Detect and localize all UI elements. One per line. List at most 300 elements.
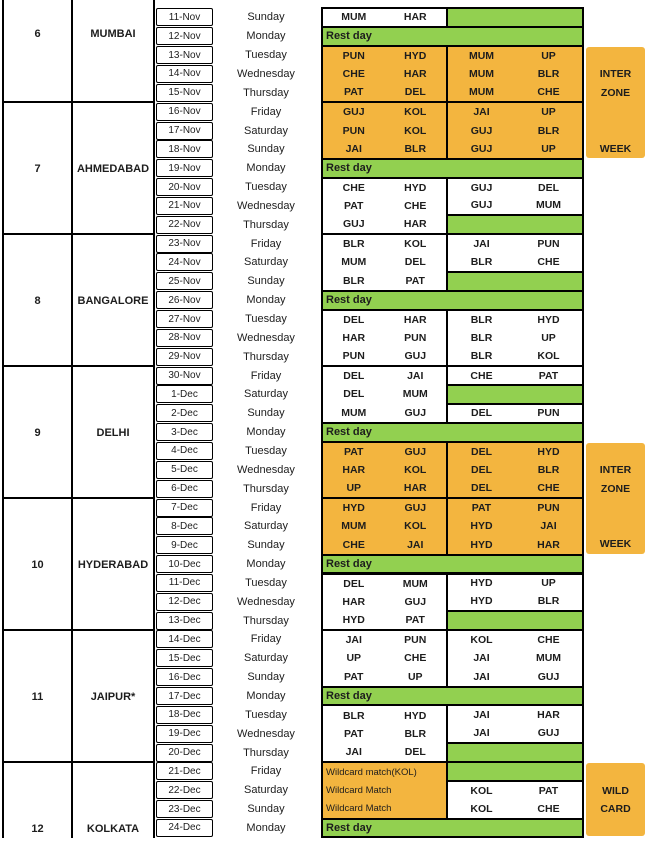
match-line: [448, 782, 582, 800]
match-line: [323, 517, 446, 535]
day-cell: Sunday: [247, 671, 285, 684]
day-cell: Friday: [250, 765, 282, 778]
team-label: DEL: [538, 181, 559, 194]
team-label: PUN: [537, 407, 560, 420]
day-cell: Friday: [250, 105, 282, 118]
city-cell: [71, 233, 155, 367]
match-box: [446, 233, 584, 273]
side-label-line: ZONE: [600, 482, 631, 495]
empty-cell: [446, 7, 584, 28]
team-label: HAR: [403, 218, 427, 231]
match-line: [448, 367, 582, 384]
day-cell: Tuesday: [245, 708, 287, 721]
match-line: [448, 479, 582, 497]
team-label: DEL: [343, 577, 365, 590]
side-label-line: [586, 498, 645, 517]
day-cell: Wednesday: [237, 67, 295, 80]
team-label: HYD: [537, 313, 560, 326]
rest-day-text: Rest day: [326, 30, 372, 43]
team-label: KOL: [537, 350, 560, 363]
team-label: DEL: [471, 445, 492, 458]
team-label: GUJ: [404, 445, 427, 458]
match-line: [323, 404, 446, 422]
team-label: GUJ: [470, 142, 493, 155]
team-label: DEL: [471, 482, 492, 495]
side-label-line: CARD: [600, 802, 631, 815]
date-cell: 11-Dec: [156, 574, 213, 592]
day-cell: Sunday: [247, 803, 285, 816]
rest-day-text: Rest day: [326, 558, 372, 571]
team-label: DEL: [471, 463, 492, 476]
wild-card-label: [586, 763, 645, 836]
team-label: MUM: [341, 406, 367, 419]
day-cell: Wednesday: [237, 727, 295, 740]
date-cell: 28-Nov: [156, 329, 213, 347]
week-number-cell: [2, 629, 73, 763]
wildcard-text: Wildcard Match: [326, 802, 392, 814]
day-cell: Tuesday: [245, 49, 287, 62]
day-cell: Monday: [246, 558, 286, 571]
side-label-line: [586, 121, 645, 140]
side-label-line: [586, 443, 645, 462]
team-label: CHE: [537, 802, 560, 815]
date-cell: 20-Nov: [156, 178, 213, 196]
match-line: [323, 706, 446, 724]
match-box: [321, 441, 448, 500]
team-label: GUJ: [342, 218, 365, 231]
week-number-cell: [2, 101, 73, 235]
match-line: [323, 179, 446, 197]
team-label: PUN: [404, 331, 427, 344]
match-box: [446, 309, 584, 368]
date-cell: 10-Dec: [156, 555, 213, 573]
empty-line: [448, 386, 582, 403]
team-label: DEL: [343, 388, 365, 401]
match-box: [446, 403, 584, 424]
match-box: [321, 497, 448, 556]
match-line: [323, 743, 446, 761]
day-cell: Sunday: [247, 143, 285, 156]
date-cell: 18-Nov: [156, 140, 213, 158]
empty-line: [448, 273, 582, 290]
match-line: [448, 329, 582, 347]
team-label: UP: [407, 670, 423, 683]
match-line: [448, 631, 582, 649]
team-label: GUJ: [470, 199, 493, 212]
day-cell: Thursday: [243, 218, 289, 231]
side-label-line: WEEK: [599, 538, 632, 551]
date-cell: 30-Nov: [156, 367, 213, 385]
match-line: [448, 499, 582, 517]
match-line: [323, 725, 446, 743]
day-cell: Sunday: [247, 407, 285, 420]
team-label: CHE: [537, 255, 560, 268]
date-cell: 21-Nov: [156, 197, 213, 215]
side-label-line: [586, 102, 645, 121]
day-cell: Friday: [250, 501, 282, 514]
match-box: [446, 177, 584, 217]
week-number: 9: [34, 426, 41, 439]
date-cell: 24-Nov: [156, 253, 213, 271]
team-label: UP: [541, 106, 556, 119]
match-line: [448, 65, 582, 83]
date-cell: 16-Nov: [156, 103, 213, 121]
match-line: [323, 65, 446, 83]
team-label: KOL: [470, 802, 493, 815]
day-cell: Tuesday: [245, 181, 287, 194]
day-cell: Wednesday: [237, 331, 295, 344]
day-cell: Monday: [246, 30, 286, 43]
match-line: [448, 649, 582, 667]
date-cell: 22-Nov: [156, 216, 213, 234]
team-label: KOL: [404, 520, 427, 533]
match-line: [448, 83, 582, 101]
team-label: MUM: [468, 67, 495, 80]
date-cell: 16-Dec: [156, 668, 213, 686]
city-name: AHMEDABAD: [76, 162, 150, 175]
match-line: [448, 443, 582, 461]
week-number: 8: [34, 294, 41, 307]
city-name: DELHI: [96, 426, 130, 439]
day-cell: Tuesday: [245, 576, 287, 589]
team-label: PAT: [538, 784, 559, 797]
match-line: [448, 461, 582, 479]
team-label: HAR: [403, 11, 427, 24]
match-box: [321, 177, 448, 236]
match-line: [323, 47, 446, 65]
team-label: CHE: [342, 181, 365, 194]
match-line: [323, 611, 446, 629]
team-label: JAI: [345, 142, 362, 155]
team-label: GUJ: [470, 124, 493, 137]
team-label: JAI: [407, 370, 424, 383]
team-label: JAI: [473, 727, 490, 740]
match-line: [448, 667, 582, 685]
week-number: 7: [34, 162, 41, 175]
side-label-line: [586, 517, 645, 536]
team-label: PAT: [344, 199, 364, 212]
team-label: GUJ: [537, 670, 560, 683]
match-line: [448, 535, 582, 553]
team-label: MUM: [402, 388, 428, 401]
day-cell: Wednesday: [237, 199, 295, 212]
team-label: HYD: [470, 577, 493, 590]
match-line: [448, 800, 582, 818]
match-box: [321, 309, 448, 368]
match-line: [323, 197, 446, 215]
team-label: GUJ: [404, 350, 427, 363]
team-label: PAT: [344, 445, 364, 458]
team-label: KOL: [470, 784, 493, 797]
rest-day-text: Rest day: [326, 162, 372, 175]
match-line: [323, 479, 446, 497]
match-line: [323, 329, 446, 347]
match-box: [321, 233, 448, 292]
team-label: HYD: [470, 538, 493, 551]
week-number-cell: [2, 761, 73, 838]
rest-day-bar: [321, 554, 584, 575]
day-cell: Friday: [250, 237, 282, 250]
day-cell: Sunday: [247, 275, 285, 288]
team-label: KOL: [404, 106, 427, 119]
team-label: MUM: [535, 652, 562, 665]
empty-line: [448, 216, 582, 233]
match-box: [446, 441, 584, 500]
date-cell: 18-Dec: [156, 706, 213, 724]
match-line: [323, 121, 446, 139]
team-label: JAI: [473, 238, 490, 251]
team-label: BLR: [342, 238, 365, 251]
day-cell: Thursday: [243, 614, 289, 627]
match-box: [446, 704, 584, 744]
match-line: [448, 405, 582, 422]
empty-line: [448, 9, 582, 26]
team-label: PUN: [537, 502, 560, 515]
match-box: [446, 780, 584, 820]
week-number: 12: [31, 822, 44, 835]
team-label: UP: [541, 142, 556, 155]
side-label-line: WEEK: [599, 142, 632, 155]
team-label: UP: [346, 652, 362, 665]
rest-day-text: Rest day: [326, 294, 372, 307]
match-line: [323, 575, 446, 593]
day-cell: Sunday: [247, 11, 285, 24]
team-label: PUN: [342, 49, 365, 62]
team-label: JAI: [345, 634, 362, 647]
match-line: [323, 215, 446, 233]
date-cell: 6-Dec: [156, 480, 213, 498]
team-label: CHE: [342, 538, 365, 551]
date-cell: 14-Dec: [156, 630, 213, 648]
wildcard-text: Wildcard match(KOL): [326, 766, 417, 778]
day-cell: Saturday: [243, 520, 289, 533]
team-label: UP: [541, 331, 556, 344]
match-line: [323, 367, 446, 385]
city-name: BANGALORE: [77, 294, 149, 307]
side-label-line: INTER: [599, 464, 632, 477]
match-box: [446, 629, 584, 688]
team-label: BLR: [537, 463, 560, 476]
match-line: [448, 121, 582, 139]
day-cell: Friday: [250, 633, 282, 646]
date-cell: 19-Dec: [156, 725, 213, 743]
team-label: CHE: [342, 67, 365, 80]
team-label: CHE: [537, 634, 560, 647]
team-label: PAT: [471, 502, 492, 515]
team-label: CHE: [404, 652, 427, 665]
team-label: DEL: [343, 370, 365, 383]
team-label: HYD: [404, 49, 427, 62]
match-line: [448, 103, 582, 121]
side-label-line: ZONE: [600, 86, 631, 99]
rest-day-bar: [321, 686, 584, 707]
match-line: [323, 311, 446, 329]
date-cell: 26-Nov: [156, 291, 213, 309]
team-label: PAT: [405, 274, 425, 287]
week-number-cell: [2, 365, 73, 499]
week-number-cell: [2, 0, 73, 103]
city-name: KOLKATA: [86, 822, 140, 835]
city-name: HYDERABAD: [77, 558, 149, 571]
match-box: [321, 45, 448, 104]
match-line: [448, 235, 582, 253]
match-line: [448, 196, 582, 214]
city-cell: [71, 0, 155, 103]
date-cell: 24-Dec: [156, 819, 213, 837]
team-label: KOL: [470, 634, 493, 647]
date-cell: 8-Dec: [156, 517, 213, 535]
match-line: [448, 140, 582, 158]
rest-day-bar: [321, 158, 584, 179]
team-label: HYD: [342, 613, 365, 626]
match-line: [448, 724, 582, 742]
date-cell: 20-Dec: [156, 744, 213, 762]
team-label: KOL: [404, 238, 427, 251]
date-cell: 11-Nov: [156, 8, 213, 26]
team-label: HAR: [342, 331, 366, 344]
rest-day-text: Rest day: [326, 690, 372, 703]
empty-cell: [446, 761, 584, 782]
date-cell: 14-Nov: [156, 65, 213, 83]
team-label: GUJ: [404, 502, 427, 515]
date-cell: 9-Dec: [156, 536, 213, 554]
team-label: CHE: [470, 369, 493, 382]
team-label: HAR: [537, 709, 560, 722]
day-cell: Saturday: [243, 388, 289, 401]
team-label: BLR: [537, 67, 560, 80]
match-line: [323, 499, 446, 517]
team-label: PUN: [404, 634, 427, 647]
date-cell: 17-Nov: [156, 122, 213, 140]
match-line: [448, 517, 582, 535]
team-label: JAI: [473, 709, 490, 722]
match-line: [448, 179, 582, 197]
team-label: MUM: [402, 577, 428, 590]
team-label: DEL: [471, 407, 492, 420]
team-label: BLR: [404, 142, 427, 155]
side-label-line: [586, 763, 645, 781]
date-cell: 15-Nov: [156, 84, 213, 102]
match-box: [321, 629, 448, 688]
date-cell: 2-Dec: [156, 404, 213, 422]
team-label: HAR: [403, 482, 427, 495]
team-label: BLR: [470, 331, 493, 344]
match-box: [446, 573, 584, 613]
day-cell: Thursday: [243, 86, 289, 99]
team-label: UP: [541, 577, 556, 590]
day-cell: Thursday: [243, 482, 289, 495]
team-label: BLR: [342, 274, 365, 287]
match-line: [323, 667, 446, 685]
team-label: DEL: [404, 256, 426, 269]
week-number-cell: [2, 497, 73, 631]
match-line: [323, 631, 446, 649]
team-label: CHE: [404, 199, 427, 212]
match-box: [321, 101, 448, 160]
team-label: CHE: [537, 86, 560, 99]
day-cell: Monday: [246, 426, 286, 439]
team-label: DEL: [404, 745, 426, 758]
team-label: BLR: [404, 727, 427, 740]
match-box: [446, 45, 584, 104]
city-cell: [71, 629, 155, 763]
match-box: [321, 704, 448, 763]
city-cell: [71, 365, 155, 499]
rest-day-bar: [321, 422, 584, 443]
rest-day-bar: [321, 26, 584, 47]
date-cell: 12-Nov: [156, 27, 213, 45]
side-label-line: [586, 47, 645, 66]
match-line: [323, 649, 446, 667]
team-label: JAI: [540, 520, 557, 533]
date-cell: 1-Dec: [156, 385, 213, 403]
match-box: [446, 365, 584, 386]
match-line: [323, 103, 446, 121]
team-label: PAT: [405, 613, 425, 626]
team-label: BLR: [537, 595, 560, 608]
city-name: JAIPUR*: [90, 690, 136, 703]
day-cell: Thursday: [243, 746, 289, 759]
date-cell: 17-Dec: [156, 687, 213, 705]
match-line: [323, 535, 446, 553]
team-label: JAI: [345, 745, 362, 758]
team-label: MUM: [468, 86, 495, 99]
week-number: 11: [31, 690, 44, 703]
match-line: [323, 140, 446, 158]
team-label: GUJ: [342, 106, 365, 119]
team-label: MUM: [341, 520, 367, 533]
team-label: JAI: [473, 652, 490, 665]
empty-cell: [446, 742, 584, 763]
team-label: MUM: [535, 199, 562, 212]
date-cell: 23-Dec: [156, 800, 213, 818]
team-label: BLR: [470, 313, 493, 326]
empty-cell: [446, 214, 584, 235]
team-label: DEL: [343, 313, 365, 326]
match-box: [321, 7, 448, 28]
empty-cell: [446, 610, 584, 631]
date-cell: 29-Nov: [156, 348, 213, 366]
match-line: [323, 461, 446, 479]
team-label: BLR: [342, 709, 365, 722]
team-label: JAI: [473, 670, 490, 683]
inter-zone-week-label: [586, 47, 645, 158]
match-line: [448, 575, 582, 593]
team-label: HYD: [470, 595, 493, 608]
day-cell: Tuesday: [245, 444, 287, 457]
day-cell: Wednesday: [237, 595, 295, 608]
inter-zone-week-label: [586, 443, 645, 554]
team-label: HAR: [342, 595, 366, 608]
empty-line: [448, 763, 582, 780]
rest-day-text: Rest day: [326, 426, 372, 439]
empty-cell: [446, 271, 584, 292]
day-cell: Tuesday: [245, 313, 287, 326]
city-name: MUMBAI: [90, 27, 136, 40]
match-line: [448, 311, 582, 329]
team-label: PUN: [342, 124, 365, 137]
side-label-line: [586, 818, 645, 836]
day-cell: Monday: [246, 294, 286, 307]
day-cell: Thursday: [243, 350, 289, 363]
team-label: HYD: [470, 520, 493, 533]
date-cell: 27-Nov: [156, 310, 213, 328]
day-cell: Sunday: [247, 539, 285, 552]
team-label: CHE: [537, 482, 560, 495]
team-label: HAR: [342, 463, 366, 476]
match-line: [448, 706, 582, 724]
empty-cell: [446, 384, 584, 405]
